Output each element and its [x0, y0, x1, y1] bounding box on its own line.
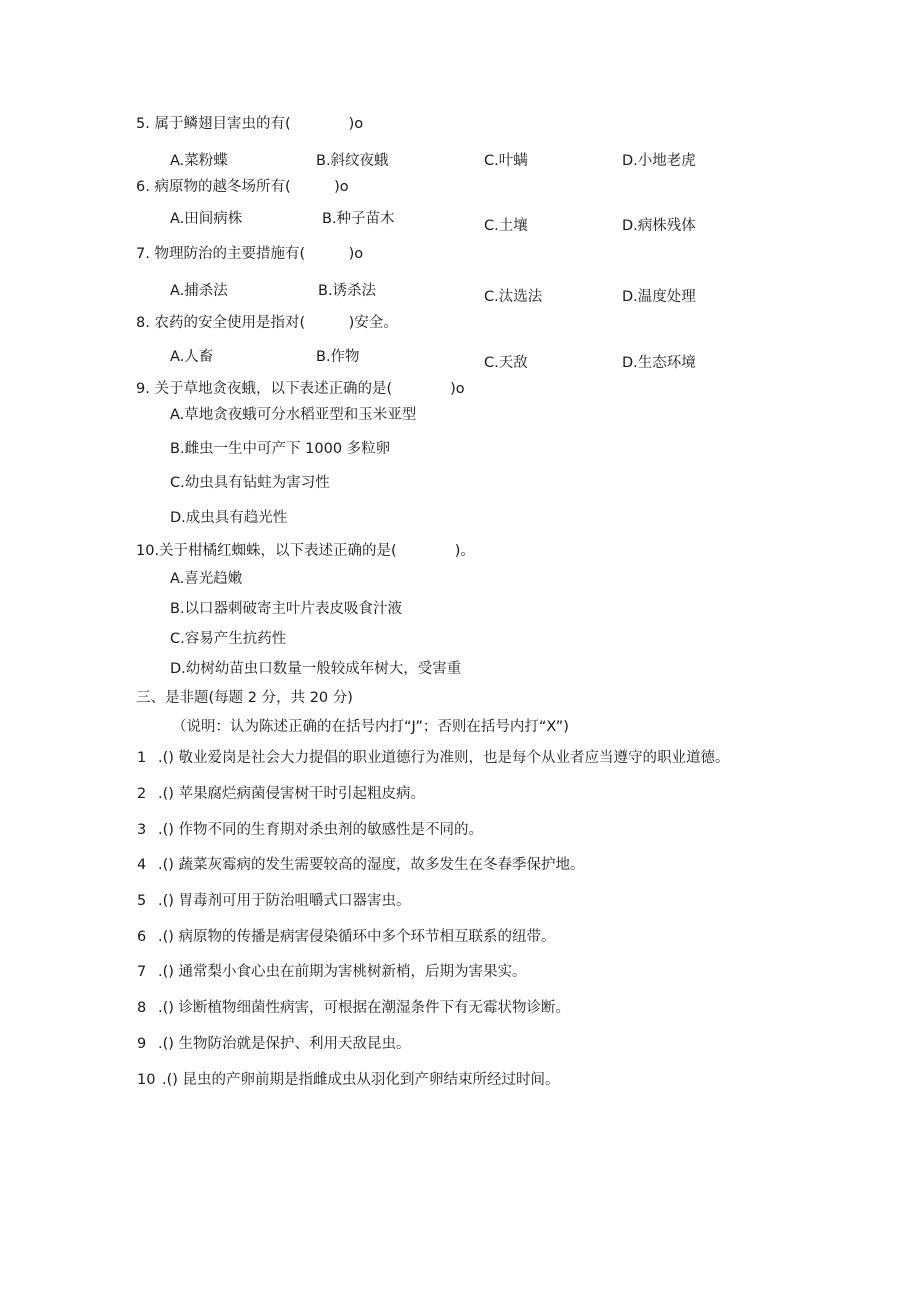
q10-option-c: C.容易产生抗药性: [170, 631, 287, 647]
tf-statement: .() 诊断植物细菌性病害，可根据在潮湿条件下有无霉状物诊断。: [158, 1000, 571, 1016]
question-5-stem: 5. 属于鳞翅目害虫的有( )o: [136, 116, 364, 132]
tf-number: 3: [137, 822, 147, 838]
tf-statement: .() 蔬菜灰霉病的发生需要较高的湿度，故多发生在冬春季保护地。: [158, 857, 585, 873]
tf-statement: .() 作物不同的生育期对杀虫剂的敏感性是不同的。: [158, 822, 484, 838]
q6-option-d: D.病株残体: [622, 218, 696, 234]
tf-number: 7: [137, 964, 147, 980]
q6-option-b: B.种子苗木: [322, 211, 395, 227]
tf-statement: .() 通常梨小食心虫在前期为害桃树新梢，后期为害果实。: [158, 964, 527, 980]
q9-option-a: A.草地贪夜蛾可分水稻亚型和玉米亚型: [170, 407, 417, 423]
q5-option-a: A.菜粉蝶: [170, 153, 228, 169]
q8-option-b: B.作物: [316, 349, 360, 365]
tf-number: 4: [137, 857, 147, 873]
q7-option-c: C.汰选法: [484, 289, 543, 305]
tf-number: 6: [137, 929, 147, 945]
q9-option-b: B.雌虫一生中可产下 1000 多粒卵: [170, 441, 391, 457]
q5-option-c: C.叶螨: [484, 153, 528, 169]
question-6-stem: 6. 病原物的越冬场所有( )o: [136, 179, 349, 195]
tf-number: 9: [137, 1036, 147, 1052]
question-8-stem: 8. 农药的安全使用是指对( )安全。: [136, 315, 398, 331]
tf-statement: .() 病原物的传播是病害侵染循环中多个环节相互联系的纽带。: [158, 929, 556, 945]
tf-statement: .() 胃毒剂可用于防治咀嚼式口器害虫。: [158, 893, 411, 909]
tf-number: 1: [137, 750, 147, 766]
tf-number: 5: [137, 893, 147, 909]
q5-option-b: B.斜纹夜蛾: [316, 153, 389, 169]
section-3-note: （说明：认为陈述正确的在括号内打“J”；否则在括号内打“X”): [172, 719, 569, 735]
tf-number: 10: [137, 1072, 156, 1088]
section-3-title: 三、是非题(每题 2 分，共 20 分): [136, 690, 353, 706]
question-9-stem: 9. 关于草地贪夜蛾，以下表述正确的是( )o: [136, 381, 465, 397]
tf-statement: .() 苹果腐烂病菌侵害树干时引起粗皮病。: [158, 786, 426, 802]
q6-option-a: A.田间病株: [170, 211, 243, 227]
q7-option-b: B.诱杀法: [318, 283, 377, 299]
tf-statement: .() 昆虫的产卵前期是指雌成虫从羽化到产卵结束所经过时间。: [162, 1072, 560, 1088]
tf-statement: .() 生物防治就是保护、利用天敌昆虫。: [158, 1036, 411, 1052]
q6-option-c: C.土壤: [484, 218, 528, 234]
q10-option-b: B.以口器刺破寄主叶片表皮吸食汁液: [170, 601, 403, 617]
q9-option-d: D.成虫具有趋光性: [170, 510, 288, 526]
q9-option-c: C.幼虫具有钻蛀为害习性: [170, 475, 330, 491]
q10-option-d: D.幼树幼苗虫口数量一般较成年树大，受害重: [170, 661, 462, 677]
question-10-stem: 10.关于柑橘红蜘蛛，以下表述正确的是( )。: [136, 543, 475, 559]
tf-number: 2: [137, 786, 147, 802]
q10-option-a: A.喜光趋嫩: [170, 571, 243, 587]
q7-option-a: A.捕杀法: [170, 283, 228, 299]
q5-option-d: D.小地老虎: [622, 153, 696, 169]
question-7-stem: 7. 物理防治的主要措施有( )o: [136, 246, 364, 262]
tf-statement: .() 敬业爱岗是社会大力提倡的职业道德行为准则，也是每个从业者应当遵守的职业道德。: [158, 750, 730, 766]
q8-option-c: C.天敌: [484, 355, 528, 371]
q7-option-d: D.温度处理: [622, 289, 696, 305]
q8-option-a: A.人畜: [170, 349, 214, 365]
tf-number: 8: [137, 1000, 147, 1016]
q8-option-d: D.生态环境: [622, 355, 696, 371]
